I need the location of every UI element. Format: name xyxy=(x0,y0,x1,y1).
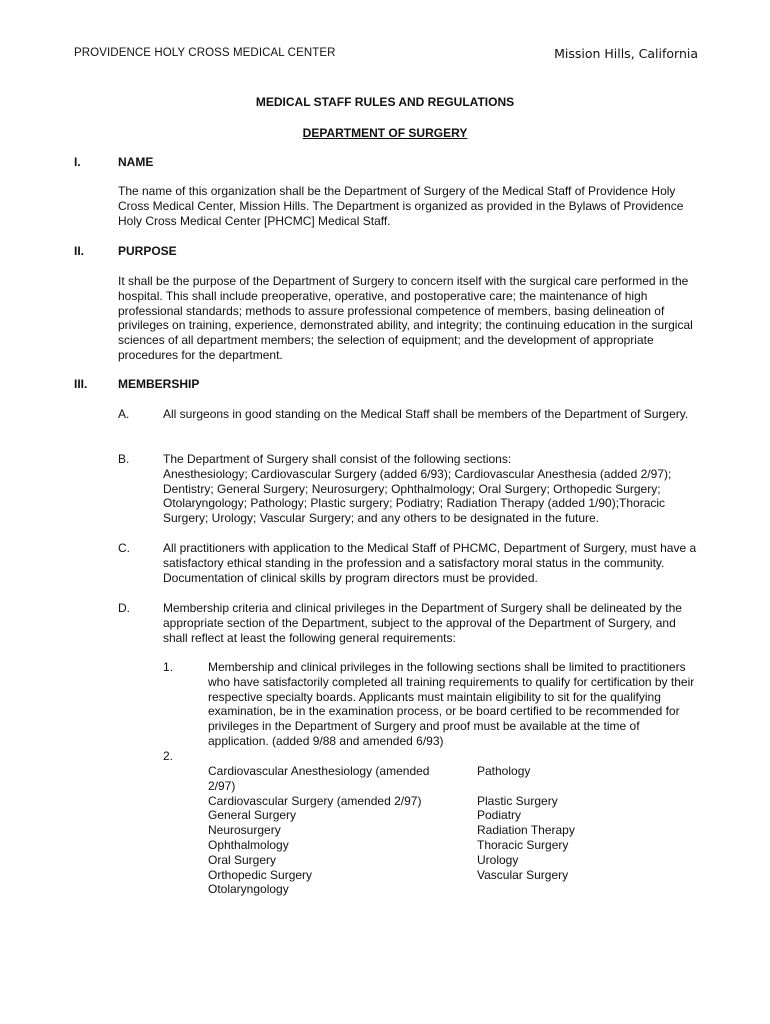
item-letter-b: B. xyxy=(118,452,130,466)
list-item: Ophthalmology xyxy=(208,837,289,852)
list-item: Cardiovascular Anesthesiology (amended 2/97) xyxy=(208,764,430,793)
section-number-purpose: II. xyxy=(74,244,85,258)
list-item: Pathology xyxy=(477,764,531,778)
list-item: Thoracic Surgery xyxy=(477,837,569,852)
section-number-membership: III. xyxy=(74,377,88,391)
section-heading-purpose: PURPOSE xyxy=(118,244,177,258)
document-subtitle: DEPARTMENT OF SURGERY xyxy=(302,126,468,140)
item-text-a: All surgeons in good standing on the Medical Staff shall be members of the Department of Surgery. xyxy=(163,407,689,421)
list-item: Urology xyxy=(477,852,519,867)
subitem-number-1: 1. xyxy=(163,660,174,674)
section-number-name: I. xyxy=(74,155,81,169)
section-text-purpose: It shall be the purpose of the Department of Surgery to concern itself with the surgical care performed in the hospital. This shall include preoperative, operative, and postoperative care; the maintenance of high professional standards; methods to assure professional competence of members, basing delineation of privileges on training, experience, demonstrated ability, and integrity; the continuing education in the surgical sciences of all department members; the selection of equipment; and the development of appropriate procedures for the department. xyxy=(118,274,693,362)
item-letter-a: A. xyxy=(118,407,130,421)
item-text-b xyxy=(163,452,703,526)
list-item: General Surgery xyxy=(208,808,297,823)
item-text-c: All practitioners with application to the Medical Staff of PHCMC, Department of Surgery, must have a satisfactory ethical standing in the profession and a satisfactory moral status in the community. Documentation of clinical skills by program directors must be provided. xyxy=(163,541,697,585)
section-heading-name: NAME xyxy=(118,155,154,169)
list-item: Neurosurgery xyxy=(208,823,281,838)
item-b-intro: The Department of Surgery shall consist of the following sections: xyxy=(163,452,512,466)
list-item: Vascular Surgery xyxy=(477,867,569,882)
sections-list-left xyxy=(208,764,458,897)
item-letter-d: D. xyxy=(118,601,130,615)
list-spacer xyxy=(477,779,677,794)
sections-list-right xyxy=(477,764,677,882)
list-item: Cardiovascular Surgery (amended 2/97) xyxy=(208,793,422,808)
list-item: Radiation Therapy xyxy=(477,823,575,838)
list-item: Podiatry xyxy=(477,808,522,823)
item-letter-c: C. xyxy=(118,541,130,555)
document-title: MEDICAL STAFF RULES AND REGULATIONS xyxy=(255,95,515,109)
item-text-d: Membership criteria and clinical privileges in the Department of Surgery shall be delineated by the appropriate section of the Department, subject to the approval of the Department of Surgery, and shall reflect at least the following general requirements: xyxy=(163,601,682,645)
subitem-text-1: Membership and clinical privileges in the following sections shall be limited to practitioners who have satisfactorily completed all training requirements to qualify for certification by their respective specialty boards. Applicants must maintain eligibility to sit for the qualifying examination, be in the examination process, or be board certified to be recommended for privileges in the Department of Surgery and proof must be available at the time of application. (added 9/88 and amended 6/93) xyxy=(208,660,695,748)
page-header xyxy=(74,46,698,66)
section-text-name: The name of this organization shall be the Department of Surgery of the Medical Staff of Providence Holy Cross Medical Center, Mission Hills. The Department is organized as provided in the Bylaws of Providence Holy Cross Medical Center [PHCMC] Medical Staff. xyxy=(118,184,684,228)
list-item: Oral Surgery xyxy=(208,852,277,867)
item-b-sections: Anesthesiology; Cardiovascular Surgery (added 6/93); Cardiovascular Anesthesia (added 2/97); Dentistry; General Surgery; Neurosurgery; Ophthalmology; Oral Surgery; Orthopedic Surgery; Otolaryngology; Pathology; Plastic surgery; Podiatry; Radiation Therapy (added 1/90);Thoracic Surgery; Urology; Vascular Surgery; and any others to be designated in the future. xyxy=(163,466,672,526)
organization-name: PROVIDENCE HOLY CROSS MEDICAL CENTER xyxy=(74,47,336,59)
section-heading-membership: MEMBERSHIP xyxy=(118,377,200,391)
list-item: Orthopedic Surgery xyxy=(208,867,313,882)
list-item: Plastic Surgery xyxy=(477,793,558,808)
location: Mission Hills, California xyxy=(554,46,698,61)
subitem-number-2: 2. xyxy=(163,749,174,763)
list-item: Otolaryngology xyxy=(208,882,289,897)
